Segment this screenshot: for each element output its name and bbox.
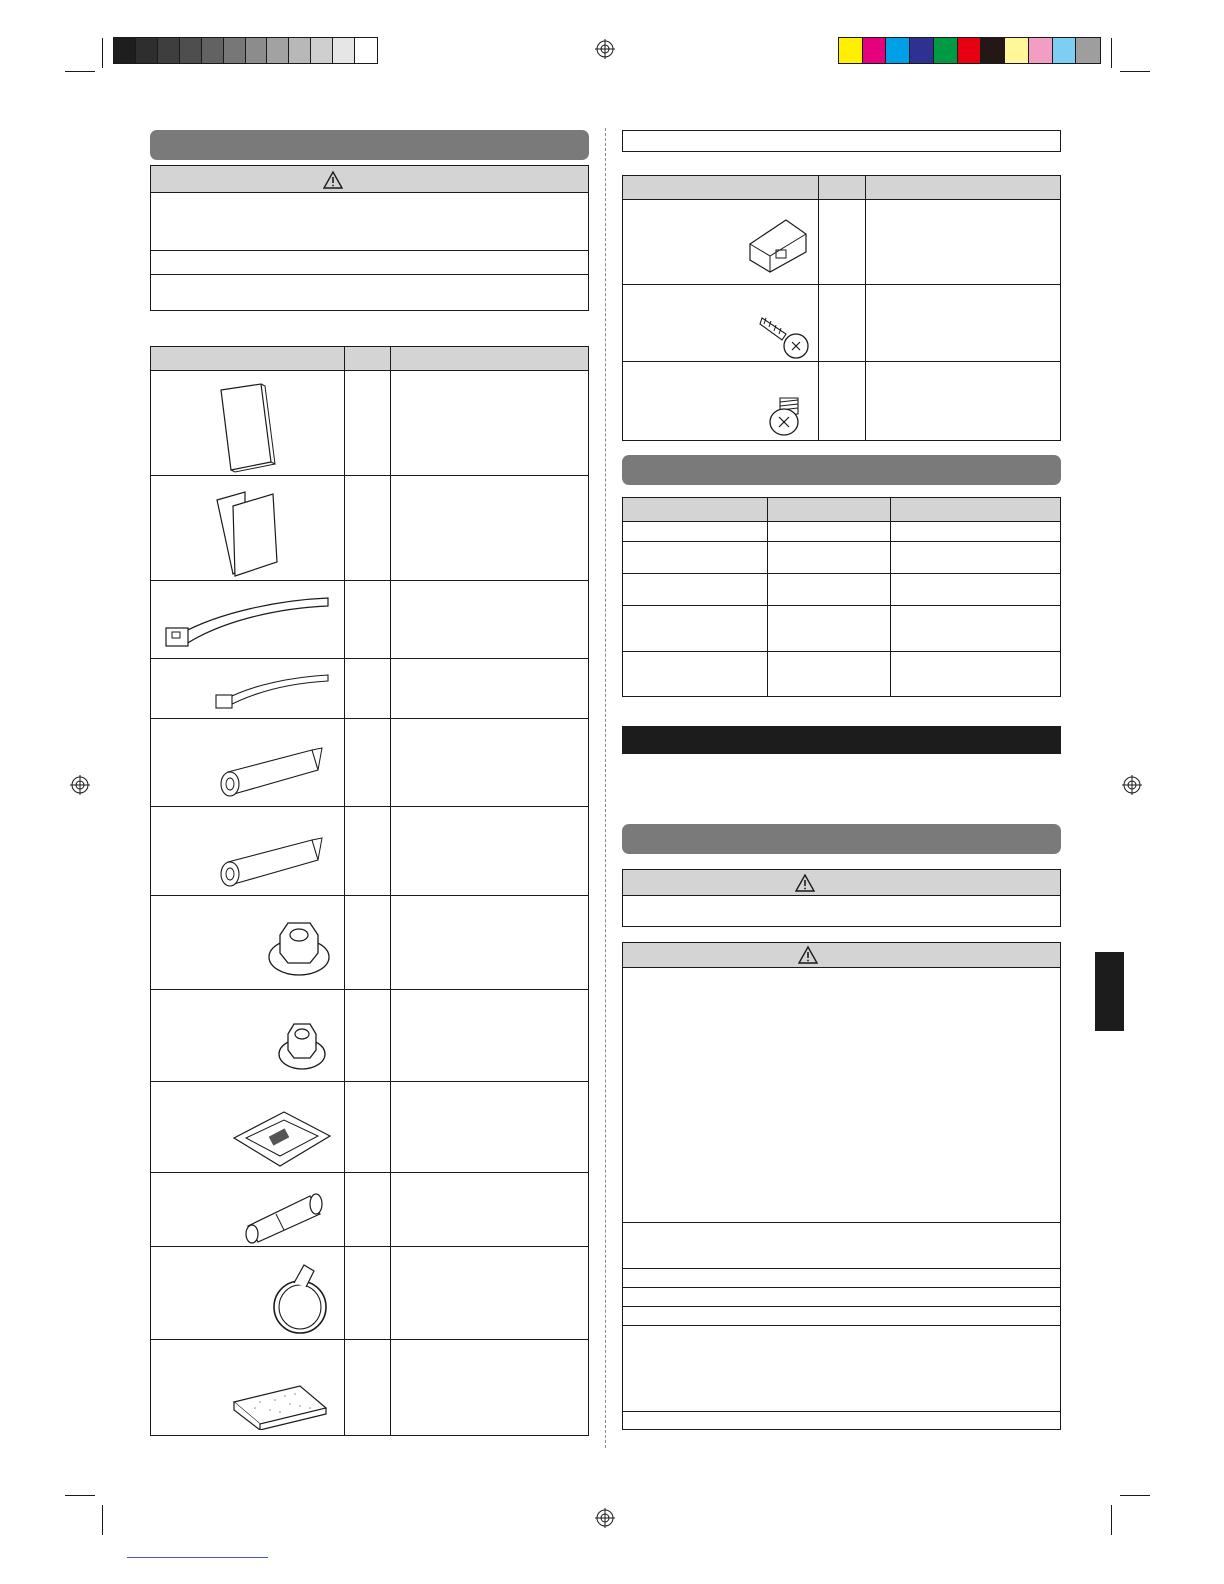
chapter-header-bar xyxy=(622,726,1061,754)
color-swatch xyxy=(246,38,268,63)
color-swatch xyxy=(1029,38,1053,63)
color-swatch xyxy=(958,38,982,63)
row-divider xyxy=(622,361,1061,362)
color-swatch xyxy=(224,38,246,63)
row-divider xyxy=(150,895,589,896)
row-divider xyxy=(150,1246,589,1247)
caution-box xyxy=(622,942,1061,1430)
language-side-tab xyxy=(1095,952,1124,1031)
color-swatch xyxy=(355,38,377,63)
column-divider xyxy=(390,346,391,1436)
crop-mark xyxy=(65,71,95,72)
row-divider xyxy=(622,1222,1061,1223)
color-swatch xyxy=(839,38,863,63)
color-swatch xyxy=(114,38,136,63)
operating-manual-icon xyxy=(213,488,285,580)
row-divider xyxy=(622,284,1061,285)
row-divider xyxy=(622,541,1061,542)
crop-mark xyxy=(1111,1505,1112,1535)
row-divider xyxy=(150,1081,589,1082)
color-swatch xyxy=(289,38,311,63)
holder-clip-icon xyxy=(746,214,810,276)
color-swatch xyxy=(981,38,1005,63)
row-divider xyxy=(622,1325,1061,1326)
row-divider xyxy=(622,1287,1061,1288)
tapping-screw-icon xyxy=(758,308,810,360)
row-divider xyxy=(150,250,589,251)
color-swatch xyxy=(1005,38,1029,63)
column-divider xyxy=(865,175,866,441)
table-header xyxy=(623,176,1060,200)
crop-mark xyxy=(65,1495,95,1496)
color-swatch xyxy=(267,38,289,63)
warning-box xyxy=(622,869,1061,927)
crop-mark xyxy=(102,1505,103,1535)
column-divider xyxy=(890,497,891,697)
table-header xyxy=(151,347,588,371)
title-box xyxy=(622,130,1061,152)
row-divider xyxy=(150,806,589,807)
insulation-pipe-small-icon xyxy=(214,832,326,890)
row-divider xyxy=(622,573,1061,574)
warning-triangle-icon xyxy=(798,946,818,964)
cable-tie-small-icon xyxy=(212,665,332,711)
column-divider xyxy=(818,175,819,441)
warning-triangle-icon xyxy=(323,171,343,189)
color-swatch xyxy=(1076,38,1100,63)
footer-link-underline[interactable] xyxy=(127,1557,268,1558)
color-calibration-bar xyxy=(838,37,1101,64)
optional-parts-table xyxy=(622,175,1061,441)
flange-nut-large-icon xyxy=(266,917,332,979)
crop-mark xyxy=(1120,1495,1150,1496)
hose-clamp-icon xyxy=(268,1259,330,1337)
color-swatch xyxy=(180,38,202,63)
color-swatch xyxy=(934,38,958,63)
color-swatch xyxy=(863,38,887,63)
column-divider xyxy=(767,497,768,697)
grayscale-calibration-bar xyxy=(113,37,378,64)
crop-mark xyxy=(1111,38,1112,68)
color-swatch xyxy=(311,38,333,63)
insulation-pad-icon xyxy=(230,1382,330,1430)
cable-tie-large-icon xyxy=(160,592,332,650)
row-divider xyxy=(150,274,589,275)
row-divider xyxy=(150,1172,589,1173)
row-divider xyxy=(150,580,589,581)
row-divider xyxy=(150,1339,589,1340)
registration-mark-icon xyxy=(70,775,90,795)
insulation-pipe-large-icon xyxy=(214,742,326,800)
crop-mark xyxy=(1120,71,1150,72)
row-divider xyxy=(150,718,589,719)
row-divider xyxy=(150,475,589,476)
color-swatch xyxy=(158,38,180,63)
color-swatch xyxy=(202,38,224,63)
warning-header xyxy=(623,870,1060,896)
row-divider xyxy=(150,658,589,659)
installation-manual-icon xyxy=(215,382,285,474)
template-board-icon xyxy=(232,1108,332,1170)
row-divider xyxy=(622,1306,1061,1307)
drain-hose-icon xyxy=(240,1186,330,1244)
section-header-bar xyxy=(622,455,1061,485)
registration-mark-icon xyxy=(1122,775,1142,795)
flange-nut-small-icon xyxy=(276,1020,328,1072)
row-divider xyxy=(622,651,1061,652)
color-swatch xyxy=(136,38,158,63)
warning-header xyxy=(151,166,588,193)
round-head-screw-icon xyxy=(764,392,810,438)
column-divider xyxy=(344,346,345,1436)
warning-box xyxy=(150,165,589,311)
row-divider xyxy=(622,1268,1061,1269)
section-header-bar xyxy=(150,130,589,160)
color-swatch xyxy=(910,38,934,63)
warning-triangle-icon xyxy=(795,874,815,892)
pipe-spec-table xyxy=(622,497,1061,697)
registration-mark-icon xyxy=(595,1508,615,1528)
row-divider xyxy=(622,605,1061,606)
row-divider xyxy=(622,1411,1061,1412)
registration-mark-icon xyxy=(595,39,615,59)
crop-mark xyxy=(102,38,103,68)
column-divider xyxy=(605,128,606,1448)
caution-header xyxy=(623,943,1060,968)
section-header-bar xyxy=(622,824,1061,854)
color-swatch xyxy=(886,38,910,63)
color-swatch xyxy=(1053,38,1077,63)
color-swatch xyxy=(333,38,355,63)
row-divider xyxy=(150,989,589,990)
table-header xyxy=(623,498,1060,522)
